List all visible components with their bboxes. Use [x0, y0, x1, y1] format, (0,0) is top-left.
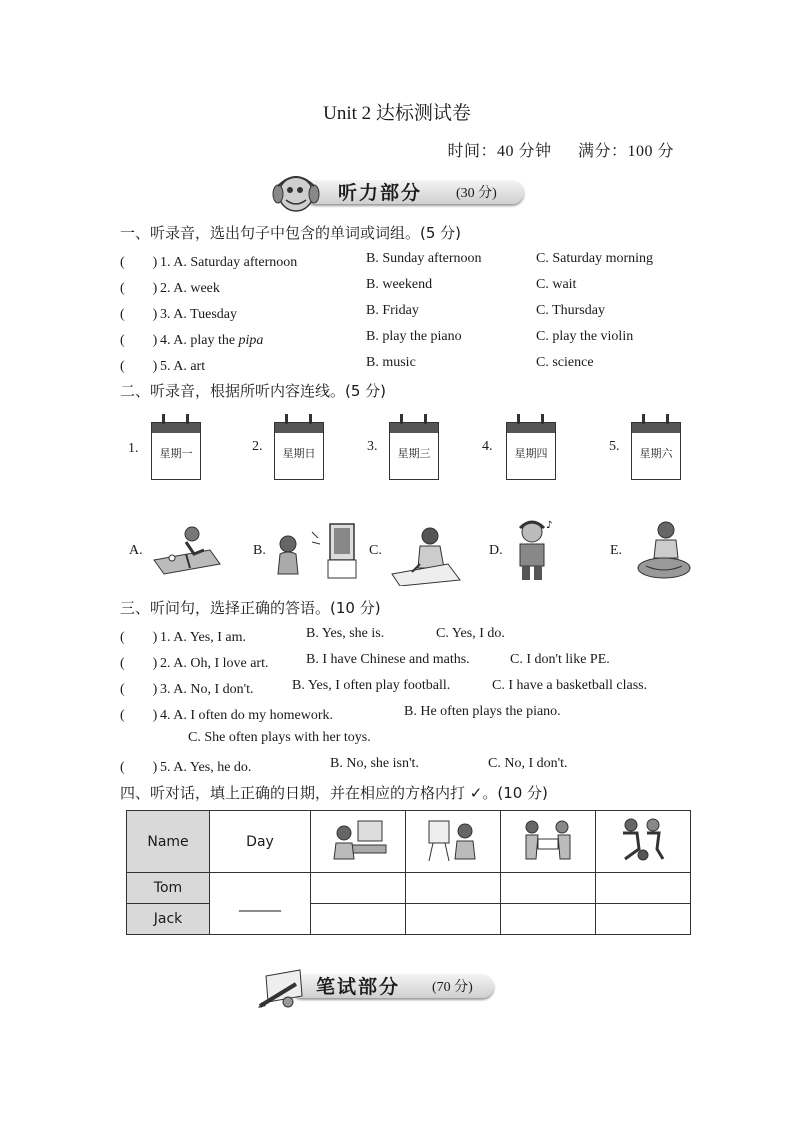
part3-item-1: ( ) 1. A. Yes, I am. B. Yes, she is. C. Yes, I do.: [120, 626, 505, 645]
picture-letter: D.: [489, 543, 503, 558]
computer-icon: [328, 815, 388, 865]
part1-item-5: ( ) 5. A. art B. music C. science: [120, 355, 594, 374]
column-header-activity: [501, 811, 596, 873]
part3-item-3: ( ) 3. A. No, I don't. B. Yes, I often play football. C. I have a basketball class.: [120, 678, 648, 697]
check-cell[interactable]: [596, 873, 691, 904]
picture-letter: E.: [610, 543, 623, 558]
calendar-thursday: [506, 422, 556, 480]
calendar-number: 5.: [609, 439, 620, 454]
part3-heading: 三、听问句，选择正确的答语。(10 分): [120, 599, 381, 617]
column-header-day: Day: [210, 811, 311, 873]
schedule-table: [126, 810, 691, 935]
calendar-label: 星期日: [282, 447, 316, 460]
part1-item-4: ( ) 4. A. play the pipa B. play the piano C. play the violin: [120, 329, 634, 348]
calendar-sunday: [274, 422, 324, 480]
picture-letter: C.: [369, 543, 382, 558]
calendar-label: 星期三: [397, 447, 431, 460]
page-title: Unit 2 达标测试卷: [323, 103, 471, 124]
time-limit: 时间：40 分钟: [447, 143, 552, 160]
calendar-label: 星期一: [159, 447, 193, 460]
calendar-rings-icon: [275, 414, 323, 424]
part1-item-2: ( ) 2. A. week B. weekend C. wait: [120, 277, 577, 296]
exam-meta: [425, 138, 674, 161]
part1-heading: 一、听录音，选出句子中包含的单词或词组。(5 分): [120, 224, 462, 242]
calendar-number: 4.: [482, 439, 493, 454]
row-label: Jack: [127, 904, 210, 935]
part3-item-4-option-c: C. She often plays with her toys.: [188, 730, 371, 745]
check-cell[interactable]: [311, 904, 406, 935]
part3-item-5: ( ) 5. A. Yes, he do. B. No, she isn't. C. No, I don't.: [120, 756, 568, 775]
part2-heading: 二、听录音，根据所听内容连线。(5 分): [120, 382, 387, 400]
calendar-wednesday: [389, 422, 439, 480]
picture-letter: B.: [253, 543, 266, 558]
part3-item-2: ( ) 2. A. Oh, I love art. B. I have Chinese and maths. C. I don't like PE.: [120, 652, 610, 671]
column-header-activity: [311, 811, 406, 873]
column-header-activity: [406, 811, 501, 873]
part4-heading: 四、听对话，填上正确的日期，并在相应的方格内打 ✓。(10 分): [120, 784, 548, 802]
calendar-number: 2.: [252, 439, 263, 454]
part3-item-4: ( ) 4. A. I often do my homework. B. He often plays the piano.: [120, 704, 561, 723]
music-icon: [510, 518, 556, 584]
calendar-label: 星期四: [514, 447, 548, 460]
calendar-rings-icon: [152, 414, 200, 424]
row-label: Tom: [127, 873, 210, 904]
washing-clothes-icon: [630, 518, 694, 584]
check-cell[interactable]: [406, 904, 501, 935]
check-cell[interactable]: [406, 873, 501, 904]
calendar-number: 1.: [128, 441, 139, 456]
full-score: 满分：100 分: [577, 143, 674, 160]
answer-blank: ______: [239, 895, 281, 912]
painting-icon: [423, 815, 483, 865]
writing-banner-title: 笔试部分: [316, 976, 401, 998]
watch-tv-icon: [272, 520, 358, 582]
column-header-name: Name: [127, 811, 210, 873]
table-tennis-icon: [150, 520, 222, 582]
check-cell[interactable]: [501, 904, 596, 935]
part1-item-1: ( ) 1. A. Saturday afternoon B. Sunday afternoon C. Saturday morning: [120, 251, 654, 270]
calendar-rings-icon: [632, 414, 680, 424]
check-cell[interactable]: [501, 873, 596, 904]
listening-banner: [270, 172, 530, 206]
homework-icon: [390, 524, 462, 586]
writing-banner-score: (70 分): [432, 980, 473, 995]
calendar-saturday: [631, 422, 681, 480]
picture-letter: A.: [129, 543, 143, 558]
listening-mascot-icon: [270, 172, 326, 218]
calendar-rings-icon: [390, 414, 438, 424]
calendar-rings-icon: [507, 414, 555, 424]
writing-banner: [256, 966, 516, 1000]
svg-text:♪: ♪: [546, 520, 553, 531]
calendar-label: 星期六: [639, 447, 673, 460]
chess-icon: [518, 815, 578, 865]
listening-banner-score: (30 分): [456, 186, 497, 201]
calendar-monday: [151, 422, 201, 480]
listening-banner-title: 听力部分: [338, 182, 423, 204]
day-answer-cell[interactable]: [210, 873, 311, 935]
pencil-mascot-icon: [256, 966, 312, 1012]
column-header-activity: [596, 811, 691, 873]
calendar-number: 3.: [367, 439, 378, 454]
check-cell[interactable]: [311, 873, 406, 904]
check-cell[interactable]: [596, 904, 691, 935]
part1-item-3: ( ) 3. A. Tuesday B. Friday C. Thursday: [120, 303, 605, 322]
basketball-icon: [613, 815, 673, 865]
